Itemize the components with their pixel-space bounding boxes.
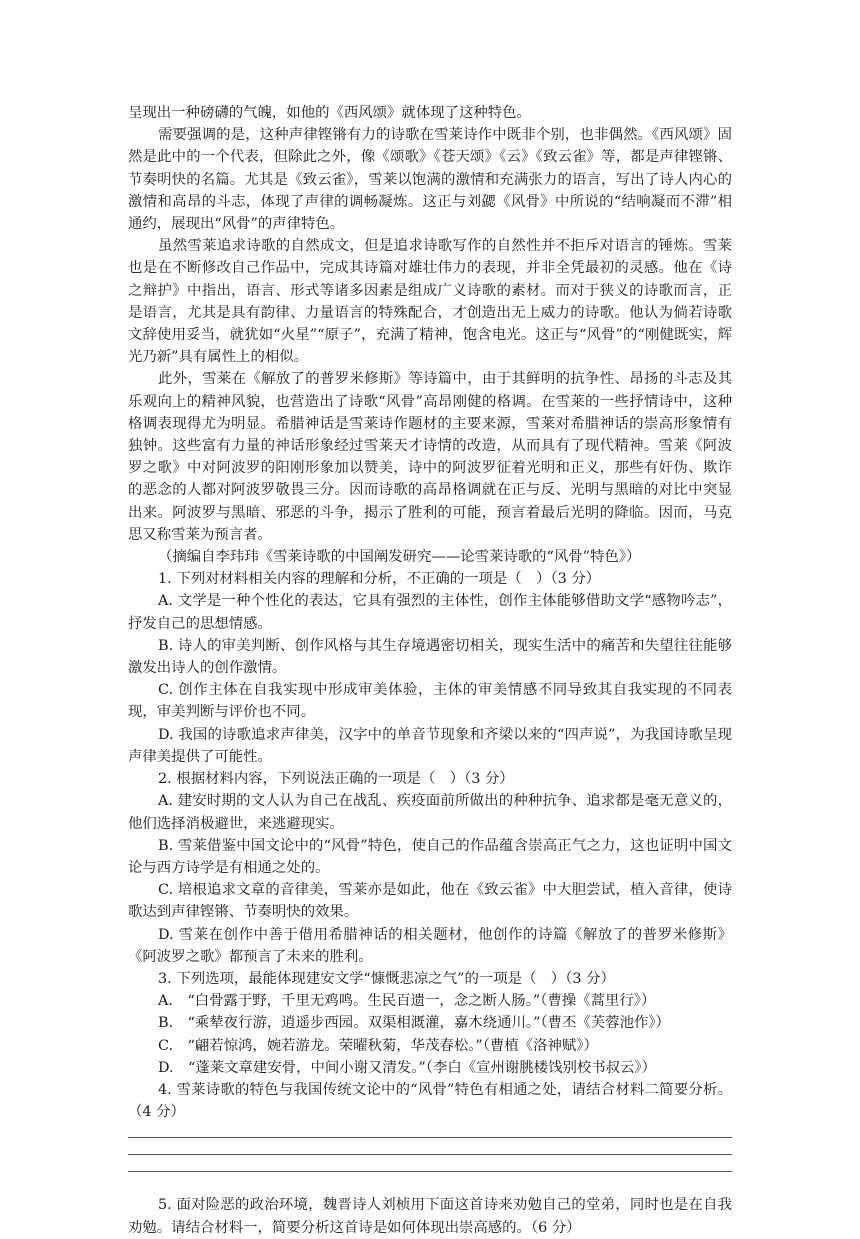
article-source: （摘编自李玮玮《雪莱诗歌的中国阐发研究——论雪莱诗歌的“风骨”特色》）	[158, 549, 641, 566]
question-2-option-d: D. 雪莱在创作中善于借用希腊神话的相关题材，他创作的诗篇《解放了的普罗米修斯》《阿波罗之歌》都预言了未来的胜利。	[128, 926, 732, 965]
question-2-stem: 2. 根据材料内容，下列说法正确的一项是（ ）（3 分）	[158, 771, 514, 788]
answer-lines[interactable]	[128, 1137, 732, 1172]
question-2-option-a: A. 建安时期的文人认为自己在战乱、疾疫面前所做出的种种抗争、追求都是毫无意义的，他们选择消极避世，来逃避现实。	[128, 793, 732, 832]
reading-material	[128, 102, 732, 1123]
question-3-option-c: C. “翩若惊鸿，婉若游龙。荣曜秋菊，华茂春松。”（曹植《洛神赋》）	[158, 1037, 598, 1054]
question-2-option-c: C. 培根追求文章的音律美，雪莱亦是如此，他在《致云雀》中大胆尝试，植入音律，使诗歌达到声律铿锵、节奏明快的效果。	[128, 882, 732, 921]
question-1-option-d: D. 我国的诗歌追求声律美，汉字中的单音节现象和齐梁以来的“四声说”，为我国诗歌呈现声律美提供了可能性。	[128, 726, 732, 765]
question-3-option-b: B. “乘辇夜行游，逍遥步西园。双渠相溉灌，嘉木绕通川。”（曹丕《芙蓉池作》）	[158, 1015, 670, 1032]
question-3-option-d: D. “蓬莱文章建安骨，中间小谢又清发。”（李白《宣州谢朓楼饯别校书叔云》）	[158, 1059, 656, 1076]
question-5-stem: 5. 面对险恶的政治环境，魏晋诗人刘桢用下面这首诗来劝勉自己的堂弟，同时也是在自我劝勉。请结合材料一，简要分析这首诗是如何体现出崇高感的。（6 分）	[128, 1197, 732, 1236]
question-2-option-b: B. 雪莱借鉴中国文论中的“风骨”特色，使自己的作品蕴含崇高正气之力，这也证明中国文论与西方诗学是有相通之处的。	[128, 837, 732, 876]
question-3-stem: 3. 下列选项，最能体现建安文学“慷慨悲凉之气”的一项是（ ）（3 分）	[158, 970, 615, 987]
article-paragraph: 此外，雪莱在《解放了的普罗米修斯》等诗篇中，由于其鲜明的抗争性、昂扬的斗志及其乐观向上的精神风貌，也营造出了诗歌“风骨”高昂刚健的格调。在雪莱的一些抒情诗中，这种格调表现得尤为明显。希腊神话是雪莱诗作题材的主要来源，雪莱对希腊神话的崇高形象情有独钟。这些富有力量的神话形象经过雪莱天才诗情的改造，从而具有了现代精神。雪莱《阿波罗之歌》中对阿波罗的阳刚形象加以赞美，诗中的阿波罗征着光明和正义，那些有奸伪、欺诈的恶念的人都对阿波罗敬畏三分。因而诗歌的高昂格调就在正与反、光明与黑暗的对比中突显出来。阿波罗与黑暗、邪恶的斗争，揭示了胜利的可能，预言着最后光明的降临。因而，马克思又称雪莱为预言者。	[128, 371, 732, 543]
article-paragraph: 虽然雪莱追求诗歌的自然成文，但是追求诗歌写作的自然性并不拒斥对语言的锤炼。雪莱也是在不断修改自己作品中，完成其诗篇对雄壮伟力的表现，并非全凭最初的灵感。他在《诗之辩护》中指出，语言、形式等诸多因素是组成广义诗歌的素材。而对于狭义的诗歌而言，正是语言，尤其是具有韵律、力量语言的特殊配合，才创造出无上威力的诗歌。他认为倘若诗歌文辞使用妥当，就犹如“火星”“原子”，充满了精神，饱含电光。这正与“风骨”的“刚健既实，辉光乃新”具有属性上的相似。	[128, 238, 732, 366]
question-1-option-a: A. 文学是一种个性化的表达，它具有强烈的主体性，创作主体能够借助文学“感物吟志”，抒发自己的思想情感。	[128, 593, 732, 632]
question-1-stem: 1. 下列对材料相关内容的理解和分析，不正确的一项是（ ）（3 分）	[158, 571, 601, 588]
answer-line[interactable]	[128, 1154, 732, 1155]
article-paragraph: 呈现出一种磅礴的气魄，如他的《西风颂》就体现了这种特色。	[128, 105, 531, 121]
answer-line[interactable]	[128, 1171, 732, 1172]
answer-line[interactable]	[128, 1137, 732, 1138]
question-1-option-b: B. 诗人的审美判断、创作风格与其生存境遇密切相关，现实生活中的痛苦和失望往往能够激发出诗人的创作激情。	[128, 637, 732, 677]
question-1-option-c: C. 创作主体在自我实现中形成审美体验，主体的审美情感不同导致其自我实现的不同表现，审美判断与评价也不同。	[128, 682, 732, 721]
question-3-option-a: A. “白骨露于野，千里无鸡鸣。生民百遗一，念之断人肠。”（曹操《蒿里行》）	[158, 993, 656, 1010]
question-4-stem: 4. 雪莱诗歌的特色与我国传统文论中的“风骨”特色有相通之处，请结合材料二简要分析。（4 分）	[128, 1081, 732, 1121]
article-paragraph: 需要强调的是，这种声律铿锵有力的诗歌在雪莱诗作中既非个别，也非偶然。《西风颂》固然是此中的一个代表，但除此之外，像《颂歌》《苍天颂》《云》《致云雀》等，都是声律铿锵、节奏明快的名篇。尤其是《致云雀》，雪莱以饱满的激情和充满张力的语言，写出了诗人内心的激情和高昂的斗志，体现了声律的调畅凝炼。这正与刘勰《风骨》中所说的“结响凝而不滞”相通约，展现出“风骨”的声律特色。	[128, 127, 732, 233]
